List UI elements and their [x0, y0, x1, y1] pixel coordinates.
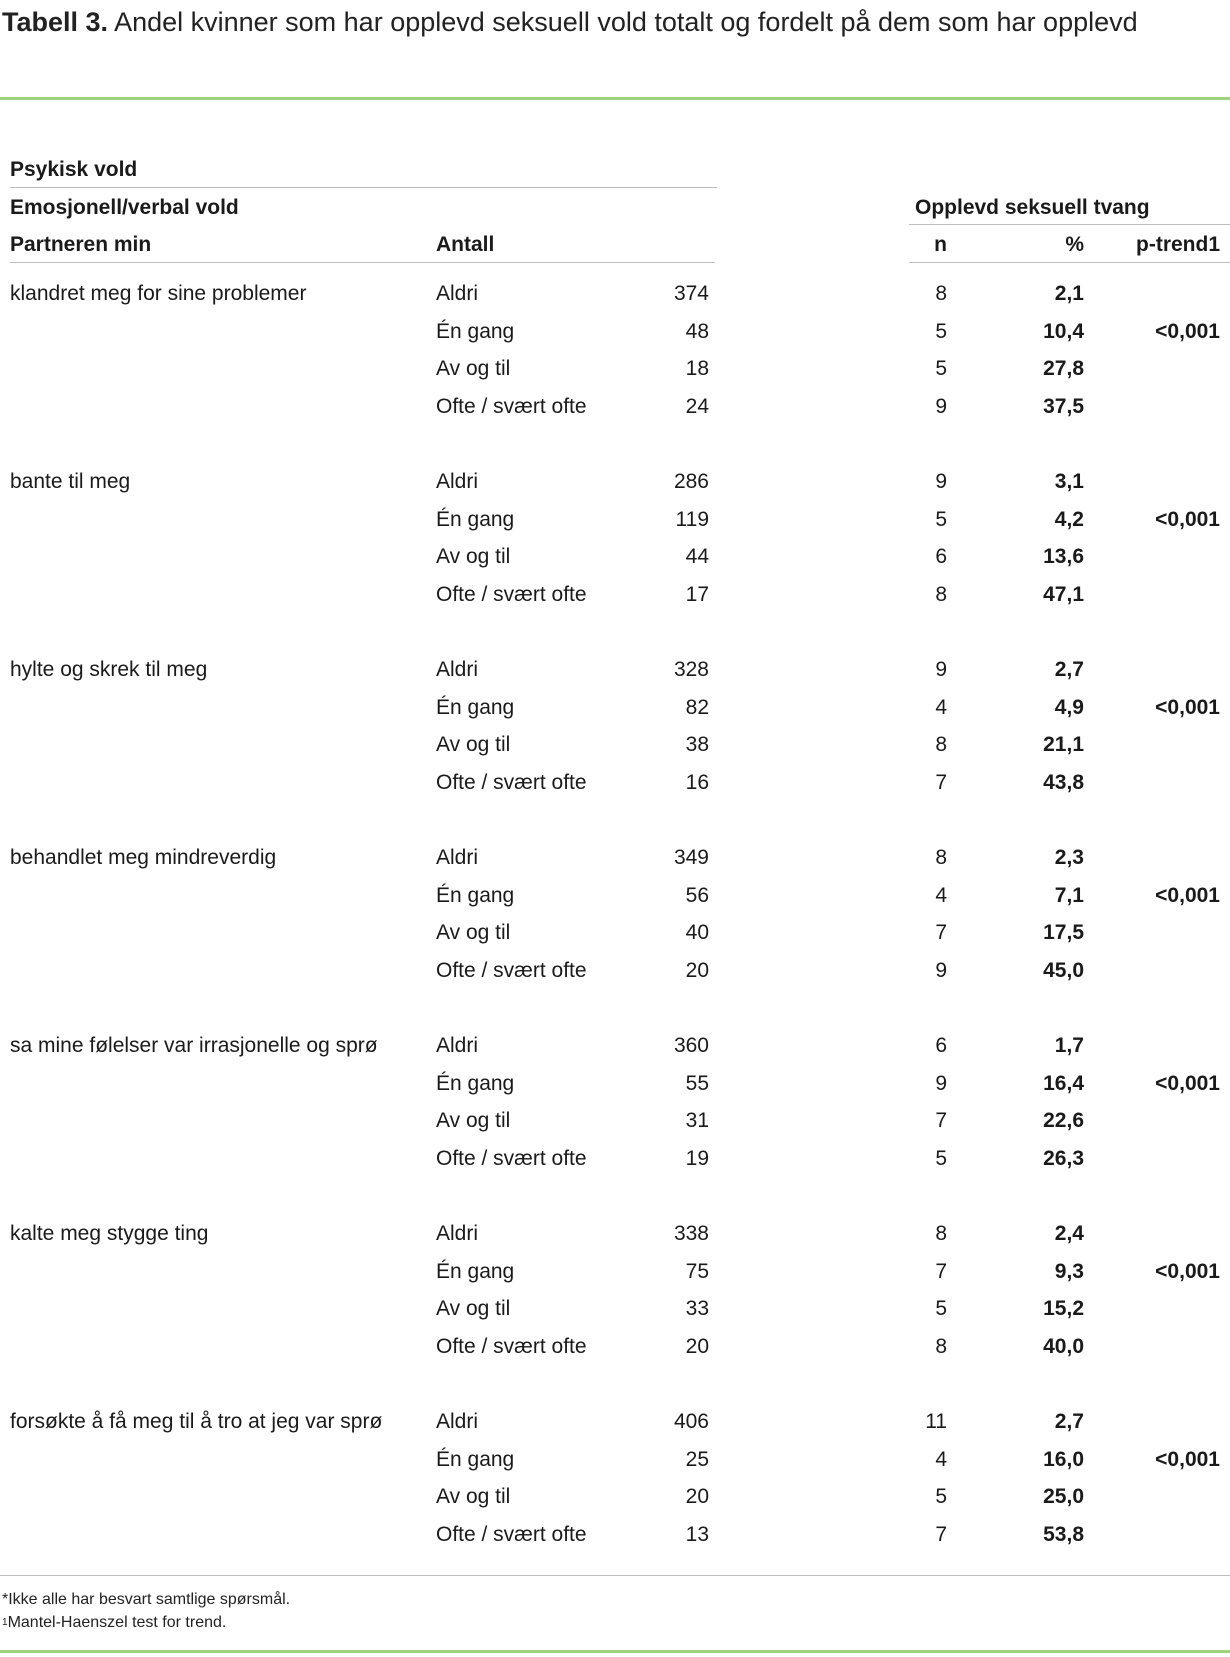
n-value: 7: [935, 1259, 947, 1283]
header-rule-left-1: [10, 187, 717, 188]
percent-value: 26,3: [1043, 1146, 1084, 1170]
frequency-category: Ofte / svært ofte: [436, 1334, 587, 1358]
frequency-category: Ofte / svært ofte: [436, 1522, 587, 1546]
antall-value: 82: [685, 695, 709, 719]
n-value: 8: [935, 1222, 947, 1245]
percent-value: 47,1: [1043, 582, 1084, 606]
ptrend-value: <0,001: [1155, 507, 1220, 531]
percent-value: 9,3: [1054, 1259, 1084, 1283]
n-value: 9: [935, 394, 947, 418]
table-title-text: Andel kvinner som har opplevd seksuell vold totalt og fordelt på dem som har opplevd: [114, 7, 1138, 37]
antall-value: 17: [685, 582, 709, 606]
n-value: 9: [935, 958, 947, 982]
n-column-header: n: [934, 233, 947, 256]
footnote-2-marker: 1: [2, 1617, 8, 1628]
n-value: 5: [935, 1485, 947, 1509]
n-value: 4: [935, 883, 947, 907]
row-item-label: kalte meg stygge ting: [10, 1222, 209, 1245]
n-value: 9: [935, 470, 947, 493]
antall-value: 48: [685, 319, 709, 343]
header-rule-left-2: [10, 262, 715, 263]
percent-value: 27,8: [1043, 357, 1084, 381]
percent-value: 7,1: [1054, 883, 1084, 907]
percent-value: 16,4: [1043, 1071, 1084, 1095]
antall-value: 33: [685, 1297, 709, 1321]
percent-value: 21,1: [1043, 733, 1084, 757]
antall-value: 286: [673, 470, 709, 493]
frequency-category: Én gang: [436, 695, 515, 719]
n-value: 5: [935, 1297, 947, 1321]
frequency-category: Ofte / svært ofte: [436, 770, 587, 794]
percent-value: 25,0: [1043, 1485, 1084, 1509]
frequency-category: Én gang: [436, 1259, 515, 1283]
percent-value: 40,0: [1043, 1334, 1084, 1358]
antall-value: 38: [685, 733, 709, 757]
row-item-label: bante til meg: [10, 470, 131, 493]
antall-column-header: Antall: [436, 233, 495, 256]
percent-value: 15,2: [1043, 1297, 1084, 1321]
percent-value: 53,8: [1043, 1522, 1084, 1546]
antall-value: 360: [673, 1034, 709, 1057]
n-value: 5: [935, 319, 947, 343]
percent-value: 10,4: [1043, 319, 1084, 343]
percent-value: 43,8: [1043, 770, 1084, 794]
percent-value: 2,1: [1054, 282, 1084, 305]
percent-value: 22,6: [1043, 1109, 1084, 1133]
frequency-category: Ofte / svært ofte: [436, 394, 587, 418]
n-value: 7: [935, 1109, 947, 1133]
footnote-1: *Ikke alle har besvart samtlige spørsmål.: [2, 1591, 291, 1608]
antall-value: 406: [673, 1410, 709, 1433]
frequency-category: Ofte / svært ofte: [436, 582, 587, 606]
percent-value: 17,5: [1043, 921, 1084, 945]
footnote-2: [2, 1612, 226, 1634]
percent-value: 4,2: [1054, 507, 1084, 531]
antall-value: 338: [673, 1222, 709, 1245]
antall-value: 13: [685, 1522, 709, 1546]
antall-value: 55: [685, 1071, 709, 1095]
percent-value: 2,7: [1054, 658, 1084, 681]
frequency-category: Én gang: [436, 1447, 515, 1471]
frequency-category: Én gang: [436, 883, 515, 907]
n-value: 5: [935, 1146, 947, 1170]
antall-value: 44: [685, 545, 709, 569]
frequency-category: Én gang: [436, 319, 515, 343]
n-value: 4: [935, 1447, 947, 1471]
row-item-label: forsøkte å få meg til å tro at jeg var sprø: [10, 1410, 383, 1433]
percent-value: 4,9: [1054, 695, 1084, 719]
antall-value: 20: [685, 1334, 709, 1358]
antall-value: 75: [685, 1259, 709, 1283]
antall-value: 25: [685, 1447, 709, 1471]
antall-value: 24: [685, 394, 709, 418]
n-value: 7: [935, 770, 947, 794]
frequency-category: Av og til: [436, 1297, 511, 1321]
n-value: 8: [935, 1334, 947, 1358]
footnote-2-text: Mantel-Haenszel test for trend.: [7, 1614, 227, 1631]
ptrend-value: <0,001: [1155, 883, 1220, 907]
frequency-category: Én gang: [436, 1071, 515, 1095]
percent-value: 16,0: [1043, 1447, 1084, 1471]
frequency-category: Av og til: [436, 733, 511, 757]
frequency-category: Aldri: [436, 1222, 479, 1245]
footer-rule: [0, 1575, 1230, 1576]
frequency-category: Ofte / svært ofte: [436, 1146, 587, 1170]
ptrend-value: <0,001: [1155, 319, 1220, 343]
bottom-accent-line: [0, 1650, 1230, 1653]
n-value: 5: [935, 357, 947, 381]
header-rule-right-2: [909, 262, 1230, 263]
antall-value: 31: [685, 1109, 709, 1133]
antall-value: 20: [685, 958, 709, 982]
n-value: 5: [935, 507, 947, 531]
row-item-label: hylte og skrek til meg: [10, 658, 208, 681]
table-title: [2, 2, 1217, 43]
n-value: 11: [925, 1410, 947, 1433]
row-item-label: klandret meg for sine problemer: [10, 282, 307, 305]
n-value: 8: [935, 733, 947, 757]
n-value: 6: [935, 1034, 947, 1057]
section-header: Psykisk vold: [10, 158, 138, 181]
ptrend-column-header: p-trend1: [1136, 233, 1220, 256]
ptrend-value: <0,001: [1155, 1259, 1220, 1283]
antall-value: 119: [675, 507, 709, 531]
antall-value: 19: [685, 1146, 709, 1170]
frequency-category: Aldri: [436, 846, 479, 869]
row-item-label: behandlet meg mindreverdig: [10, 846, 277, 869]
ptrend-value: <0,001: [1155, 1071, 1220, 1095]
antall-value: 16: [685, 770, 709, 794]
frequency-category: Aldri: [436, 658, 479, 681]
percent-value: 13,6: [1043, 545, 1084, 569]
percent-value: 2,3: [1054, 846, 1084, 869]
n-value: 8: [935, 846, 947, 869]
frequency-category: Av og til: [436, 921, 511, 945]
frequency-category: Av og til: [436, 357, 511, 381]
top-accent-line: [0, 97, 1230, 100]
percent-value: 1,7: [1054, 1034, 1084, 1057]
n-value: 4: [935, 695, 947, 719]
item-column-header: Partneren min: [10, 233, 152, 256]
n-value: 9: [935, 1071, 947, 1095]
row-item-label: sa mine følelser var irrasjonelle og sprø: [10, 1034, 378, 1057]
pct-column-header: %: [1065, 233, 1084, 256]
n-value: 7: [935, 1522, 947, 1546]
n-value: 8: [935, 282, 947, 305]
frequency-category: Aldri: [436, 282, 479, 305]
antall-value: 20: [685, 1485, 709, 1509]
n-value: 9: [935, 658, 947, 681]
frequency-category: Én gang: [436, 507, 515, 531]
antall-value: 328: [673, 658, 709, 681]
percent-value: 37,5: [1043, 394, 1084, 418]
percent-value: 2,7: [1054, 1410, 1084, 1433]
antall-value: 349: [673, 846, 709, 869]
frequency-category: Av og til: [436, 1485, 511, 1509]
n-value: 6: [935, 545, 947, 569]
frequency-category: Aldri: [436, 470, 479, 493]
antall-value: 374: [673, 282, 709, 305]
ptrend-value: <0,001: [1155, 1447, 1220, 1471]
group-header: Opplevd seksuell tvang: [915, 196, 1150, 219]
antall-value: 40: [685, 921, 709, 945]
frequency-category: Aldri: [436, 1034, 479, 1057]
ptrend-value: <0,001: [1155, 695, 1220, 719]
frequency-category: Aldri: [436, 1410, 479, 1433]
n-value: 7: [935, 921, 947, 945]
frequency-category: Ofte / svært ofte: [436, 958, 587, 982]
percent-value: 3,1: [1054, 470, 1084, 493]
n-value: 8: [935, 582, 947, 606]
header-rule-right-1: [909, 224, 1230, 225]
antall-value: 18: [685, 357, 709, 381]
percent-value: 2,4: [1054, 1222, 1084, 1245]
table-label: Tabell 3.: [2, 7, 109, 37]
subsection-header: Emosjonell/verbal vold: [10, 196, 239, 219]
antall-value: 56: [685, 883, 709, 907]
frequency-category: Av og til: [436, 545, 511, 569]
percent-value: 45,0: [1043, 958, 1084, 982]
frequency-category: Av og til: [436, 1109, 511, 1133]
